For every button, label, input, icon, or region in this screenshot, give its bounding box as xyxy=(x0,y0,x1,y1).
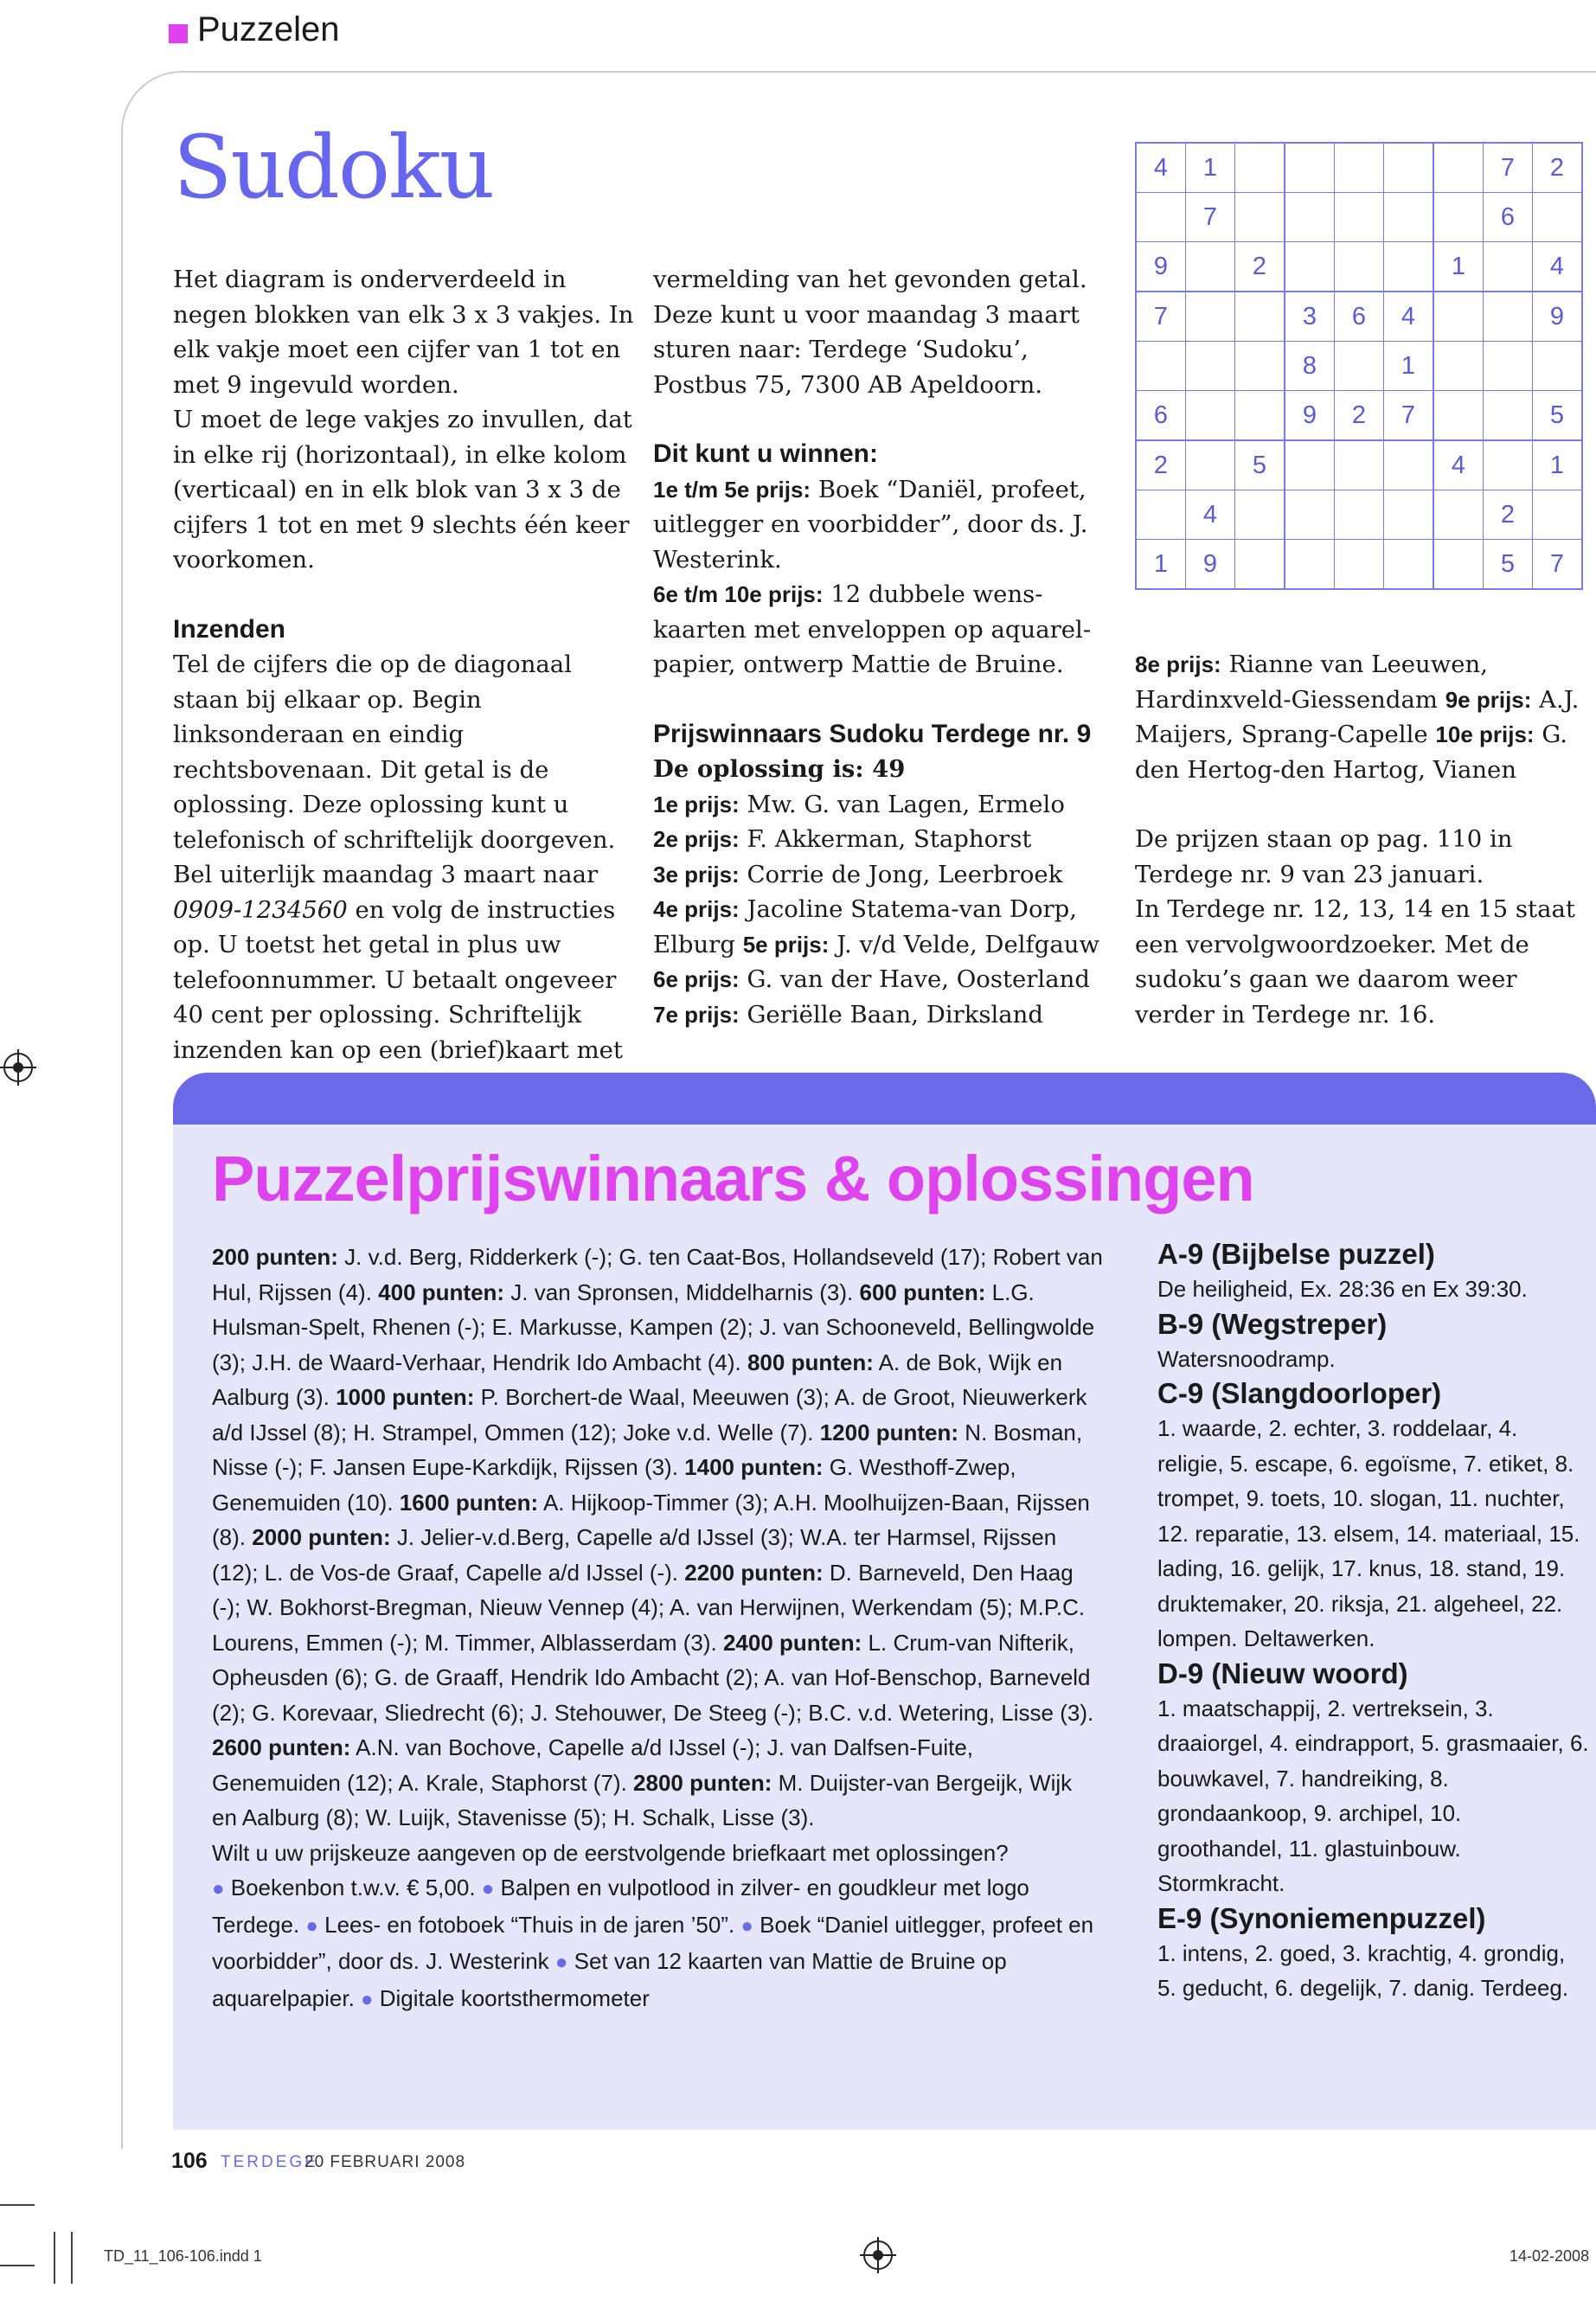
sudoku-row xyxy=(1136,292,1582,342)
prize-option: Set van 12 kaarten van Mattie de Bruine op aquarelpapier. xyxy=(212,1948,1007,2011)
sudoku-row xyxy=(1136,242,1582,292)
solution-title: E-9 (Synoniemenpuzzel) xyxy=(1157,1901,1486,1934)
crop-mark xyxy=(71,2232,73,2284)
sudoku-cell xyxy=(1235,391,1285,441)
points-label: 2200 punten: xyxy=(684,1559,824,1586)
sudoku-cell xyxy=(1384,540,1434,590)
sudoku-cell: 9 xyxy=(1186,540,1235,590)
phone-number: 0909-1234560 xyxy=(173,895,348,924)
sudoku-cell xyxy=(1186,391,1235,441)
sudoku-row xyxy=(1136,342,1582,391)
winner-line: 6e prijs: G. van der Have, Oosterland xyxy=(653,965,1090,993)
points-winners-text xyxy=(212,1240,1103,2017)
sudoku-cell xyxy=(1235,143,1285,193)
prize-option: Boekenbon t.w.v. € 5,00. xyxy=(224,1875,482,1900)
sudoku-cell xyxy=(1433,143,1484,193)
sudoku-cell: 7 xyxy=(1136,292,1186,342)
sudoku-cell xyxy=(1285,540,1335,590)
winner-line: 1e prijs: Mw. G. van Lagen, Ermelo xyxy=(653,790,1065,818)
sudoku-row xyxy=(1136,193,1582,242)
sudoku-cell xyxy=(1484,391,1533,441)
sudoku-row xyxy=(1136,143,1582,193)
sudoku-cell: 2 xyxy=(1335,391,1384,441)
points-label: 2000 punten: xyxy=(252,1524,391,1550)
points-winners: P. Borchert-de Waal, Meeuwen (3); A. de Groot, Nieuwerkerk a/d IJssel (8); H. Strampel, Ommen (12); Joke v.d. Welle (7). xyxy=(212,1384,1087,1445)
slug-date: 14-02-2008 xyxy=(1509,2247,1590,2265)
prize-option: Boek “Daniel uitlegger, profeet en voorbidder”, door ds. J. Westerink xyxy=(212,1911,1094,1974)
sudoku-cell: 9 xyxy=(1285,391,1335,441)
sudoku-cell: 7 xyxy=(1384,391,1434,441)
solution-line: De oplossing is: 49 xyxy=(653,755,906,783)
send-paragraph: vermelding van het gevonden getal. Deze kunt u voor maandag 3 maart sturen naar: Terdege ‘Sudoku’, Postbus 75, 7300 AB Apeldoorn. xyxy=(653,266,1087,399)
sudoku-cell: 5 xyxy=(1235,440,1285,490)
bullet-icon: ● xyxy=(740,1913,753,1938)
points-winners: L. Crum-van Nifterik, Opheusden (6); G. de Graaff, Hendrik Ido Ambacht (2); A. van Hof-Benschop, Barneveld (2); G. Korevaar, Sliedrecht (6); J. Stehouwer, De Steeg (-); B.C. v.d. Wetering, Lisse (3). xyxy=(212,1629,1094,1726)
sudoku-cell xyxy=(1335,193,1384,242)
sudoku-cell: 2 xyxy=(1533,143,1583,193)
points-label: 400 punten: xyxy=(378,1279,505,1305)
section-marker-square xyxy=(169,24,188,43)
sudoku-cell: 9 xyxy=(1533,292,1583,342)
inzenden-heading: Inzenden xyxy=(173,614,286,644)
crop-mark xyxy=(0,2204,35,2206)
prize-item: 1e t/m 5e prijs: Boek “Daniël, profeet, uitlegger en voorbidder”, door ds. J. Westerink. xyxy=(653,475,1088,574)
prize-item: 6e t/m 10e prijs: 12 dubbele wenskaarten met enveloppen op aquarelpapier, ontwerp Mattie de Bruine. xyxy=(653,580,1092,678)
sudoku-cell xyxy=(1136,193,1186,242)
sudoku-cell xyxy=(1335,242,1384,292)
sudoku-cell xyxy=(1186,292,1235,342)
prize-options xyxy=(212,1870,1103,2017)
sudoku-grid xyxy=(1135,142,1583,590)
instructions-paragraph: Het diagram is onderverdeeld in negen blokken van elk 3 x 3 vakjes. In elk vakje moet een cijfer van 1 tot en met 9 ingevuld worden. xyxy=(173,266,634,399)
sudoku-cell xyxy=(1484,242,1533,292)
sudoku-cell xyxy=(1484,292,1533,342)
prize-option: Balpen en vulpotlood in zilver- en goudkleur met logo Terdege. xyxy=(212,1875,1029,1938)
sudoku-cell: 3 xyxy=(1285,292,1335,342)
crop-mark xyxy=(0,2265,35,2266)
sudoku-cell: 7 xyxy=(1533,540,1583,590)
registration-mark xyxy=(3,1053,33,1082)
win-heading: Dit kunt u winnen: xyxy=(653,439,878,468)
points-label: 2400 punten: xyxy=(722,1629,862,1656)
sudoku-cell xyxy=(1384,193,1434,242)
sudoku-cell xyxy=(1384,490,1434,540)
sudoku-cell xyxy=(1186,242,1235,292)
sudoku-cell xyxy=(1285,440,1335,490)
sudoku-cell: 1 xyxy=(1533,440,1583,490)
sudoku-cell: 4 xyxy=(1433,440,1484,490)
prize-option: Digitale koortsthermometer xyxy=(373,1984,650,2011)
sudoku-cell: 9 xyxy=(1136,242,1186,292)
solution-title: C-9 (Slangdoorloper) xyxy=(1157,1377,1442,1409)
sudoku-cell xyxy=(1285,490,1335,540)
sudoku-cell xyxy=(1136,342,1186,391)
sudoku-cell xyxy=(1285,143,1335,193)
sudoku-cell xyxy=(1335,342,1384,391)
winner-line: 4e prijs: Jacoline Statema-van Dorp, Elburg 5e prijs: J. v/d Velde, Delfgauw xyxy=(653,895,1099,958)
sudoku-cell: 1 xyxy=(1384,342,1434,391)
sudoku-cell xyxy=(1335,440,1384,490)
points-winners: L.G. Hulsman-Spelt, Rhenen (-); E. Markusse, Kampen (2); J. van Schooneveld, Bellingwolde (3); J.H. de Waard-Verhaar, Hendrik Ido Ambacht (4). xyxy=(212,1279,1095,1375)
sudoku-cell xyxy=(1484,440,1533,490)
points-label: 2800 punten: xyxy=(633,1769,772,1796)
sudoku-cell: 4 xyxy=(1533,242,1583,292)
sudoku-cell: 2 xyxy=(1136,440,1186,490)
sudoku-more-winners-column xyxy=(1135,647,1593,1032)
sudoku-cell: 8 xyxy=(1285,342,1335,391)
points-winners: M. Duijster-van Bergeijk, Wijk en Aalburg (8); W. Luijk, Stavenisse (5); H. Schalk, Lisse (3). xyxy=(212,1769,1073,1830)
solution-text: 1. waarde, 2. echter, 3. roddelaar, 4. religie, 5. escape, 6. egoïsme, 7. etiket, 8. trompet, 9. toets, 10. slogan, 11. nuchter, 12. reparatie, 13. elsem, 14. materiaal, 15. lading, 16. gelijk, 17. knus, 18. stand, 19. druktemaker, 20. riksja, 21. algeheel, 22. lompen. Deltawerken. xyxy=(1157,1415,1580,1651)
points-label: 1200 punten: xyxy=(819,1419,959,1445)
instructions-paragraph: U moet de lege vakjes zo invullen, dat in elke rij (horizontaal), in elke kolom (verticaal) en in elk blok van 3 x 3 de cijfers 1 tot en met 9 slechts één keer voorkomen. xyxy=(173,406,632,574)
sudoku-cell xyxy=(1235,292,1285,342)
sudoku-row xyxy=(1136,540,1582,590)
sudoku-cell xyxy=(1433,292,1484,342)
page-number: 106 xyxy=(171,2149,208,2173)
solution-title: D-9 (Nieuw woord) xyxy=(1157,1657,1408,1689)
sudoku-cell xyxy=(1186,440,1235,490)
puzzle-solutions xyxy=(1157,1237,1590,2006)
sudoku-title: Sudoku xyxy=(173,117,494,218)
sudoku-cell xyxy=(1433,193,1484,242)
winner-line: 3e prijs: Corrie de Jong, Leerbroek xyxy=(653,860,1063,888)
sudoku-instructions-column xyxy=(173,262,640,1067)
sudoku-cell: 5 xyxy=(1533,391,1583,441)
prize-option: Lees- en fotoboek “Thuis in de jaren ’50”. xyxy=(317,1911,741,1938)
sudoku-cell: 1 xyxy=(1186,143,1235,193)
points-label: 1000 punten: xyxy=(336,1384,475,1410)
choice-question: Wilt u uw prijskeuze aangeven op de eerstvolgende briefkaart met oplossingen? xyxy=(212,1839,1009,1866)
sudoku-cell: 5 xyxy=(1484,540,1533,590)
bullet-icon: ● xyxy=(212,1877,225,1900)
points-winners: A. Hijkoop-Timmer (3); A.H. Moolhuijzen-Baan, Rijssen (8). xyxy=(212,1489,1090,1550)
points-winners: J. Jelier-v.d.Berg, Capelle a/d IJssel (3); W.A. ter Harmsel, Rijssen (12); L. de Vos-de Graaf, Capelle a/d IJssel (-). xyxy=(212,1524,1057,1586)
registration-mark xyxy=(863,2240,893,2270)
sudoku-cell xyxy=(1335,143,1384,193)
points-winners: G. Westhoff-Zwep, Genemuiden (10). xyxy=(212,1454,1016,1516)
sudoku-cell: 6 xyxy=(1484,193,1533,242)
winner-line: 2e prijs: F. Akkerman, Staphorst xyxy=(653,825,1032,853)
sudoku-cell xyxy=(1384,242,1434,292)
sudoku-cell: 4 xyxy=(1186,490,1235,540)
crop-mark xyxy=(54,2232,55,2284)
points-winners: J. van Spronsen, Middelharnis (3). xyxy=(504,1279,860,1305)
sudoku-cell xyxy=(1285,193,1335,242)
solution-text: 1. maatschappij, 2. vertreksein, 3. draaiorgel, 4. eindrapport, 5. grasmaaier, 6. bouwkavel, 7. handreiking, 8. grondaankoop, 9. archipel, 10. groothandel, 11. glastuinbouw. Stormkracht. xyxy=(1157,1695,1589,1896)
sudoku-cell: 1 xyxy=(1433,242,1484,292)
bullet-icon: ● xyxy=(361,1987,374,2011)
sudoku-cell xyxy=(1433,490,1484,540)
sudoku-cell xyxy=(1335,490,1384,540)
points-label: 600 punten: xyxy=(859,1279,986,1305)
sudoku-cell xyxy=(1285,242,1335,292)
points-label: 200 punten: xyxy=(212,1244,338,1270)
note-paragraph: De prijzen staan op pag. 110 in Terdege nr. 9 van 23 januari. xyxy=(1135,825,1513,888)
points-label: 800 punten: xyxy=(747,1349,874,1375)
sudoku-row xyxy=(1136,391,1582,441)
section-label: Puzzelen xyxy=(197,10,340,48)
points-label: 1600 punten: xyxy=(399,1489,539,1516)
sudoku-cell xyxy=(1235,342,1285,391)
bullet-icon: ● xyxy=(481,1877,495,1900)
sudoku-cell: 6 xyxy=(1136,391,1186,441)
sudoku-cell: 1 xyxy=(1136,540,1186,590)
sudoku-cell xyxy=(1433,391,1484,441)
sudoku-cell xyxy=(1384,440,1434,490)
solution-text: De heiligheid, Ex. 28:36 en Ex 39:30. xyxy=(1157,1276,1528,1302)
bullet-icon: ● xyxy=(305,1913,318,1938)
sudoku-cell: 7 xyxy=(1484,143,1533,193)
sudoku-cell xyxy=(1235,540,1285,590)
sudoku-cell xyxy=(1335,540,1384,590)
prize-panel-header-bar xyxy=(173,1073,1596,1125)
sudoku-cell xyxy=(1186,342,1235,391)
note-paragraph: In Terdege nr. 12, 13, 14 en 15 staat een vervolgwoordzoeker. Met de sudoku’s gaan we daarom weer verder in Terdege nr. 16. xyxy=(1135,895,1575,1029)
sudoku-cell: 2 xyxy=(1484,490,1533,540)
sudoku-cell: 4 xyxy=(1136,143,1186,193)
solution-title: B-9 (Wegstreper) xyxy=(1157,1307,1388,1340)
sudoku-cell xyxy=(1384,143,1434,193)
sudoku-cell xyxy=(1235,193,1285,242)
winners-paragraph xyxy=(212,1240,1103,1836)
points-winners: D. Barneveld, Den Haag (-); W. Bokhorst-Bregman, Nieuw Vennep (4); A. van Herwijnen, Werkendam (5); M.P.C. Lourens, Emmen (-); M. Timmer, Alblasserdam (3). xyxy=(212,1559,1086,1656)
sudoku-cell xyxy=(1433,540,1484,590)
sudoku-cell xyxy=(1235,490,1285,540)
issue-date: 20 FEBRUARI 2008 xyxy=(304,2153,466,2171)
sudoku-row xyxy=(1136,440,1582,490)
solution-text: 1. intens, 2. goed, 3. krachtig, 4. grondig, 5. geducht, 6. degelijk, 7. danig. Terdeeg. xyxy=(1157,1939,1569,2001)
points-winners: N. Bosman, Nisse (-); F. Jansen Eupe-Karkdijk, Rijssen (3). xyxy=(212,1419,1083,1480)
sudoku-prizes-column xyxy=(653,262,1125,1032)
points-winners: A.N. van Bochove, Capelle a/d IJssel (-); J. van Dalfsen-Fuite, Genemuiden (12); A. Krale, Staphorst (7). xyxy=(212,1734,974,1796)
sudoku-cell: 6 xyxy=(1335,292,1384,342)
points-winners: J. v.d. Berg, Ridderkerk (-); G. ten Caat-Bos, Hollandseveld (17); Robert van Hul, Rijssen (4). xyxy=(212,1244,1103,1305)
sudoku-cell xyxy=(1533,490,1583,540)
prize-panel-title: Puzzelprijswinnaars & oplossingen xyxy=(212,1143,1254,1215)
sudoku-cell xyxy=(1484,342,1533,391)
sudoku-row xyxy=(1136,490,1582,540)
bullet-icon: ● xyxy=(554,1951,568,1974)
sudoku-cell: 7 xyxy=(1186,193,1235,242)
points-winners: A. de Bok, Wijk en Aalburg (3). xyxy=(212,1349,1063,1410)
solution-text: Watersnoodramp. xyxy=(1157,1345,1336,1372)
slug-filename: TD_11_106-106.indd 1 xyxy=(104,2247,262,2265)
sudoku-cell: 4 xyxy=(1384,292,1434,342)
winners-heading: Prijswinnaars Sudoku Terdege nr. 9 xyxy=(653,719,1092,748)
sudoku-cell xyxy=(1136,490,1186,540)
points-label: 2600 punten: xyxy=(212,1734,351,1760)
winner-line: 7e prijs: Geriëlle Baan, Dirksland xyxy=(653,1000,1043,1029)
solution-title: A-9 (Bijbelse puzzel) xyxy=(1157,1238,1435,1270)
magazine-name: TERDEGE xyxy=(221,2153,318,2171)
winner-line: 8e prijs: Rianne van Leeuwen, Hardinxveld-Giessendam 9e prijs: A.J. Maijers, Sprang-Capelle 10e prijs: G. den Hertog-den Hartog, Vianen xyxy=(1135,651,1580,784)
sudoku-cell: 2 xyxy=(1235,242,1285,292)
sudoku-cell xyxy=(1533,193,1583,242)
sudoku-cell xyxy=(1433,342,1484,391)
points-label: 1400 punten: xyxy=(684,1454,824,1480)
inzenden-paragraph: Tel de cijfers die op de diagonaal staan bij elkaar op. Begin linksonderaan en eindig rechtsbovenaan. Dit getal is de oplossing. Deze oplossing kunt u telefonisch of schriftelijk doorgeven. Bel uiterlijk maandag 3 maart naar 0909-1234560 en volg de instructies op. U toetst het getal in plus uw telefoonnummer. U betaalt ongeveer 40 cent per oplossing. Schriftelijk inzenden kan op een (brief)kaart met xyxy=(173,651,623,1064)
sudoku-cell xyxy=(1533,342,1583,391)
